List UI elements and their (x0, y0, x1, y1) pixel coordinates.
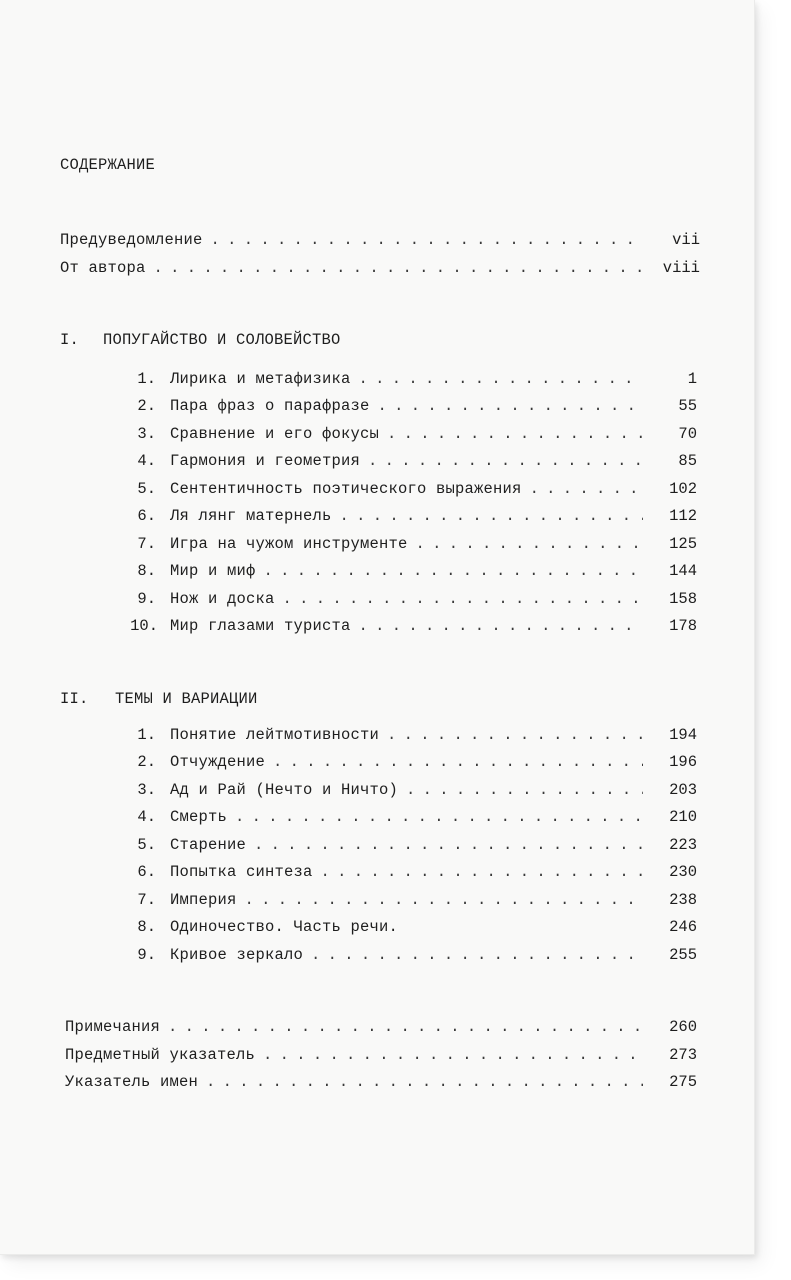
chapter-page: 144 (669, 562, 697, 580)
dot-leader (211, 230, 646, 250)
chapter-page: 125 (669, 535, 697, 553)
toc-chapter (137, 725, 697, 745)
chapter-title: Кривое зеркало (170, 946, 304, 964)
chapter-number: 10. (130, 617, 158, 635)
chapter-number: 4. (137, 452, 156, 470)
toc-chapter (137, 752, 697, 772)
toc-chapter (137, 369, 697, 389)
chapter-title: Ад и Рай (Нечто и Ничто) (170, 781, 399, 799)
chapter-number: 3. (137, 425, 156, 443)
chapter-page: 55 (678, 397, 697, 415)
chapter-page: 210 (669, 808, 697, 826)
chapter-title: Попытка синтеза (170, 863, 313, 881)
chapter-number: 3. (137, 781, 156, 799)
part-title: ТЕМЫ И ВАРИАЦИИ (115, 690, 258, 708)
dot-leader (254, 835, 643, 855)
chapter-title: Империя (170, 891, 237, 909)
chapter-page: 238 (669, 891, 697, 909)
contents-heading: СОДЕРЖАНИЕ (60, 156, 156, 174)
chapter-number: 2. (137, 753, 156, 771)
chapter-page: 194 (669, 726, 697, 744)
dot-leader (206, 1072, 643, 1092)
dot-leader (368, 451, 643, 471)
dot-leader (245, 890, 643, 910)
toc-chapter (137, 917, 697, 937)
chapter-title: Сентентичность поэтического выражения (170, 480, 522, 498)
toc-entry-title: Предуведомление (60, 231, 203, 249)
chapter-number: 5. (137, 836, 156, 854)
chapter-page: 203 (669, 781, 697, 799)
chapter-title: Гармония и геометрия (170, 452, 361, 470)
toc-entry-title: Примечания (65, 1018, 161, 1036)
chapter-page: 85 (678, 452, 697, 470)
chapter-number: 4. (137, 808, 156, 826)
part-numeral: I. (60, 331, 80, 349)
toc-entry-author-note (60, 258, 700, 278)
chapter-title: Мир глазами туриста (170, 617, 351, 635)
chapter-number: 8. (137, 918, 156, 936)
toc-chapter (137, 424, 697, 444)
chapter-title: Лирика и метафизика (170, 370, 351, 388)
chapter-number: 7. (137, 535, 156, 553)
chapter-title: Мир и миф (170, 562, 256, 580)
chapter-page: 223 (669, 836, 697, 854)
dot-leader (321, 862, 643, 882)
chapter-title: Ля лянг матернель (170, 507, 332, 525)
toc-chapter (137, 780, 697, 800)
toc-chapter (137, 451, 697, 471)
toc-chapter (137, 396, 697, 416)
dot-leader (264, 561, 643, 581)
toc-entry-page: 273 (669, 1046, 697, 1064)
toc-chapter (137, 862, 697, 882)
toc-entry-notes (65, 1017, 697, 1037)
part-numeral: II. (60, 690, 89, 708)
chapter-title: Понятие лейтмотивности (170, 726, 380, 744)
dot-leader (359, 369, 643, 389)
chapter-page: 196 (669, 753, 697, 771)
chapter-number: 8. (137, 562, 156, 580)
chapter-title: Смерть (170, 808, 228, 826)
dot-leader (387, 725, 643, 745)
toc-chapter (137, 835, 697, 855)
dot-leader (340, 506, 643, 526)
chapter-page: 158 (669, 590, 697, 608)
chapter-number: 7. (137, 891, 156, 909)
toc-chapter (137, 561, 697, 581)
toc-entry-foreword (60, 230, 700, 250)
chapter-page: 1 (687, 370, 697, 388)
chapter-title: Нож и доска (170, 590, 275, 608)
part-title: ПОПУГАЙСТВО И СОЛОВЕЙСТВО (103, 331, 341, 349)
chapter-number: 6. (137, 863, 156, 881)
dot-leader (387, 424, 643, 444)
toc-chapter (137, 506, 697, 526)
toc-entry-page: 275 (669, 1073, 697, 1091)
dot-leader (168, 1017, 643, 1037)
chapter-title: Старение (170, 836, 247, 854)
chapter-page: 102 (669, 480, 697, 498)
chapter-number: 1. (137, 370, 156, 388)
toc-chapter (137, 589, 697, 609)
chapter-page: 178 (669, 617, 697, 635)
toc-chapter (137, 534, 697, 554)
chapter-page: 112 (669, 507, 697, 525)
chapter-title: Одиночество. Часть речи. (170, 918, 399, 936)
toc-chapter (137, 890, 697, 910)
dot-leader (359, 616, 643, 636)
toc-entry-subject-index (65, 1045, 697, 1065)
toc-entry-title: От автора (60, 259, 146, 277)
chapter-page: 70 (678, 425, 697, 443)
chapter-title: Сравнение и его фокусы (170, 425, 380, 443)
dot-leader (154, 258, 646, 278)
dot-leader (235, 807, 643, 827)
toc-entry-title: Указатель имен (65, 1073, 199, 1091)
chapter-page: 230 (669, 863, 697, 881)
chapter-number: 2. (137, 397, 156, 415)
dot-leader (263, 1045, 643, 1065)
toc-entry-title: Предметный указатель (65, 1046, 256, 1064)
chapter-page: 246 (669, 918, 697, 936)
dot-leader (273, 752, 643, 772)
dot-leader (530, 479, 643, 499)
toc-chapter (137, 479, 697, 499)
chapter-number: 9. (137, 946, 156, 964)
toc-entry-page: 260 (669, 1018, 697, 1036)
dot-leader (311, 945, 643, 965)
dot-leader (416, 534, 643, 554)
toc-chapter (137, 807, 697, 827)
dot-leader (378, 396, 643, 416)
dot-leader (406, 780, 643, 800)
chapter-number: 5. (137, 480, 156, 498)
chapter-page: 255 (669, 946, 697, 964)
chapter-number: 6. (137, 507, 156, 525)
toc-entry-page: viii (662, 259, 700, 277)
toc-entry-page: vii (672, 231, 700, 249)
toc-entry-name-index (65, 1072, 697, 1092)
chapter-title: Отчуждение (170, 753, 266, 771)
chapter-title: Пара фраз о парафразе (170, 397, 370, 415)
toc-chapter (130, 616, 697, 636)
chapter-number: 9. (137, 590, 156, 608)
dot-leader (283, 589, 643, 609)
chapter-number: 1. (137, 726, 156, 744)
toc-chapter (137, 945, 697, 965)
chapter-title: Игра на чужом инструменте (170, 535, 408, 553)
